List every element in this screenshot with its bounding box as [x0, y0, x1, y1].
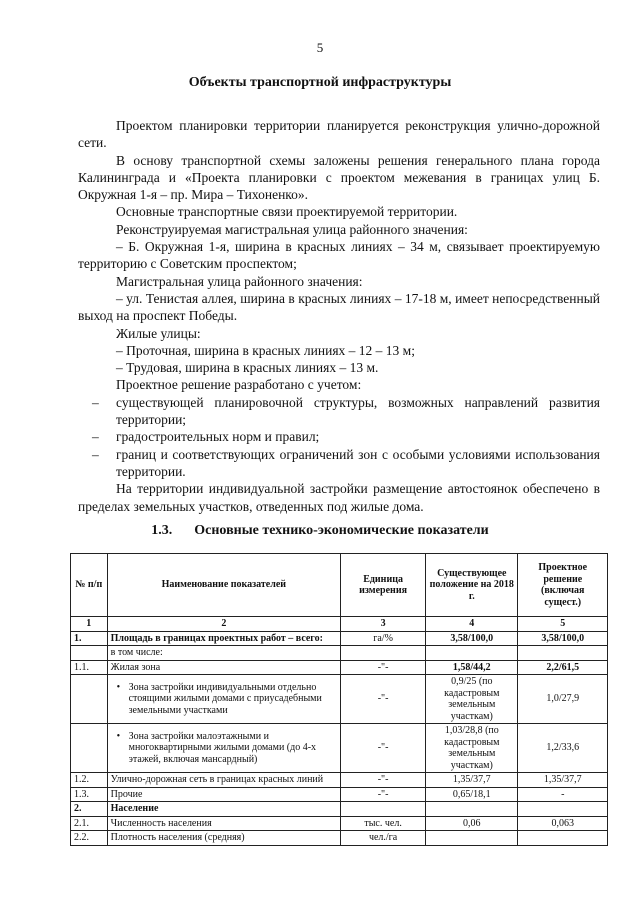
paragraph: На территории индивидуальной застройки размещение автостоянок обеспечено в пределах земельных участков, отведенных под жилые дома.	[78, 481, 600, 514]
row-name: в том числе:	[107, 646, 340, 661]
indicators-table	[70, 553, 608, 846]
row-unit: -"-	[341, 660, 426, 675]
header-cell-number: № п/п	[71, 554, 108, 617]
row-unit: чел./га	[341, 831, 426, 846]
row-existing	[426, 802, 518, 817]
row-existing	[426, 831, 518, 846]
bullet-mark: –	[92, 429, 99, 445]
bullet-icon: •	[116, 681, 121, 693]
section-title: Объекты транспортной инфраструктуры	[188, 75, 452, 90]
list-item	[78, 446, 600, 481]
row-existing: 1,35/37,7	[426, 773, 518, 788]
paragraph: – ул. Тенистая аллея, ширина в красных линиях – 17-18 м, имеет непосредственный выход на проспект Победы.	[78, 290, 600, 324]
row-name: Численность населения	[107, 816, 340, 831]
table-header-row	[71, 554, 608, 617]
table-row	[71, 724, 608, 773]
row-number: 2.1.	[71, 816, 108, 831]
row-existing: 0,06	[426, 816, 518, 831]
row-number: 2.	[71, 802, 108, 817]
column-number-row	[71, 617, 608, 632]
list-item	[78, 428, 600, 445]
row-number: 1.1.	[71, 660, 108, 675]
table-title	[0, 523, 640, 539]
header-cell-name: Наименование показателей	[107, 554, 340, 617]
table-title-number: 1.3.	[151, 523, 173, 538]
row-project	[518, 646, 608, 661]
row-existing: 1,58/44,2	[426, 660, 518, 675]
table-row	[71, 631, 608, 646]
sub-item	[111, 731, 337, 766]
table-row	[71, 831, 608, 846]
row-name: Улично-дорожная сеть в границах красных линий	[107, 773, 340, 788]
body-text	[78, 117, 600, 515]
row-project	[518, 831, 608, 846]
row-project: 1,2/33,6	[518, 724, 608, 773]
row-existing: 1,03/28,8 (по кадастровым земельным участкам)	[426, 724, 518, 773]
row-unit: га/%	[341, 631, 426, 646]
sub-item-text: Зона застройки малоэтажными и многоквартирными жилыми домами (до 4-х этажей, включая мансардный)	[128, 730, 317, 765]
paragraph: Магистральная улица районного значения:	[116, 273, 363, 289]
paragraph: – Проточная, ширина в красных линиях – 12 – 13 м;	[116, 342, 415, 358]
row-name: Прочие	[107, 787, 340, 802]
row-project: 3,58/100,0	[518, 631, 608, 646]
table-row	[71, 802, 608, 817]
row-unit	[341, 646, 426, 661]
paragraph: В основу транспортной схемы заложены решения генерального плана города Калининграда и «Проекта планировки с проектом межевания в границах улиц Б. Окружная 1-я – пр. Мира – Тихоненко».	[78, 152, 600, 203]
row-unit: -"-	[341, 675, 426, 724]
paragraph: – Б. Окружная 1-я, ширина в красных линиях – 34 м, связывает проектируемую территорию с Советским проспектом;	[78, 239, 600, 272]
paragraph: – Трудовая, ширина в красных линиях – 13 м.	[116, 360, 379, 376]
row-number: 1.3.	[71, 787, 108, 802]
row-unit: -"-	[341, 773, 426, 788]
table-row	[71, 816, 608, 831]
row-unit: -"-	[341, 787, 426, 802]
header-cell-existing: Существующее положение на 2018 г.	[426, 554, 518, 617]
header-cell-project: Проектное решение (включая сущест.)	[518, 554, 608, 617]
row-project: 0,063	[518, 816, 608, 831]
list-item-text: существующей планировочной структуры, возможных направлений развития территории;	[116, 394, 600, 428]
sub-item	[111, 682, 337, 717]
row-name	[107, 724, 340, 773]
paragraph: Реконструируемая магистральная улица районного значения:	[116, 221, 468, 237]
list-item	[78, 394, 600, 429]
paragraph: Жилые улицы:	[116, 325, 201, 341]
row-project	[518, 802, 608, 817]
paragraph: Проектное решение разработано с учетом:	[116, 377, 362, 393]
row-project: 1,35/37,7	[518, 773, 608, 788]
row-project: -	[518, 787, 608, 802]
bullet-mark: –	[92, 446, 99, 462]
row-number: 2.2.	[71, 831, 108, 846]
column-number: 2	[107, 617, 340, 632]
row-name: Население	[107, 802, 340, 817]
row-existing: 0,65/18,1	[426, 787, 518, 802]
row-project: 2,2/61,5	[518, 660, 608, 675]
row-existing: 3,58/100,0	[426, 631, 518, 646]
list-item-text: градостроительных норм и правил;	[116, 429, 320, 445]
column-number: 5	[518, 617, 608, 632]
row-number: 1.2.	[71, 773, 108, 788]
row-existing	[426, 646, 518, 661]
row-name: Жилая зона	[107, 660, 340, 675]
row-name	[107, 675, 340, 724]
column-number: 3	[341, 617, 426, 632]
list-item-text: границ и соответствующих ограничений зон с особыми условиями использования территории.	[116, 446, 600, 479]
header-cell-unit: Единица измерения	[341, 554, 426, 617]
row-unit	[341, 802, 426, 817]
column-number: 4	[426, 617, 518, 632]
table-row	[71, 660, 608, 675]
sub-item-text: Зона застройки индивидуальными отдельно стоящими жилыми домами с приусадебными земельными участками	[128, 681, 322, 716]
row-project: 1,0/27,9	[518, 675, 608, 724]
row-name: Площадь в границах проектных работ – всего:	[107, 631, 340, 646]
paragraph: Основные транспортные связи проектируемой территории.	[116, 204, 458, 220]
table-title-text: Основные технико-экономические показатели	[194, 523, 489, 538]
bullet-icon: •	[116, 730, 121, 742]
table-row	[71, 675, 608, 724]
column-number: 1	[71, 617, 108, 632]
row-name: Плотность населения (средняя)	[107, 831, 340, 846]
table-row	[71, 787, 608, 802]
bullet-mark: –	[92, 394, 99, 410]
row-number	[71, 646, 108, 661]
page-number: 5	[316, 40, 324, 55]
row-unit: тыс. чел.	[341, 816, 426, 831]
table-row	[71, 646, 608, 661]
paragraph: Проектом планировки территории планируется реконструкция улично-дорожной сети.	[78, 118, 600, 151]
row-unit: -"-	[341, 724, 426, 773]
row-number	[71, 724, 108, 773]
row-existing: 0,9/25 (по кадастровым земельным участкам)	[426, 675, 518, 724]
table-row	[71, 773, 608, 788]
row-number	[71, 675, 108, 724]
row-number: 1.	[71, 631, 108, 646]
